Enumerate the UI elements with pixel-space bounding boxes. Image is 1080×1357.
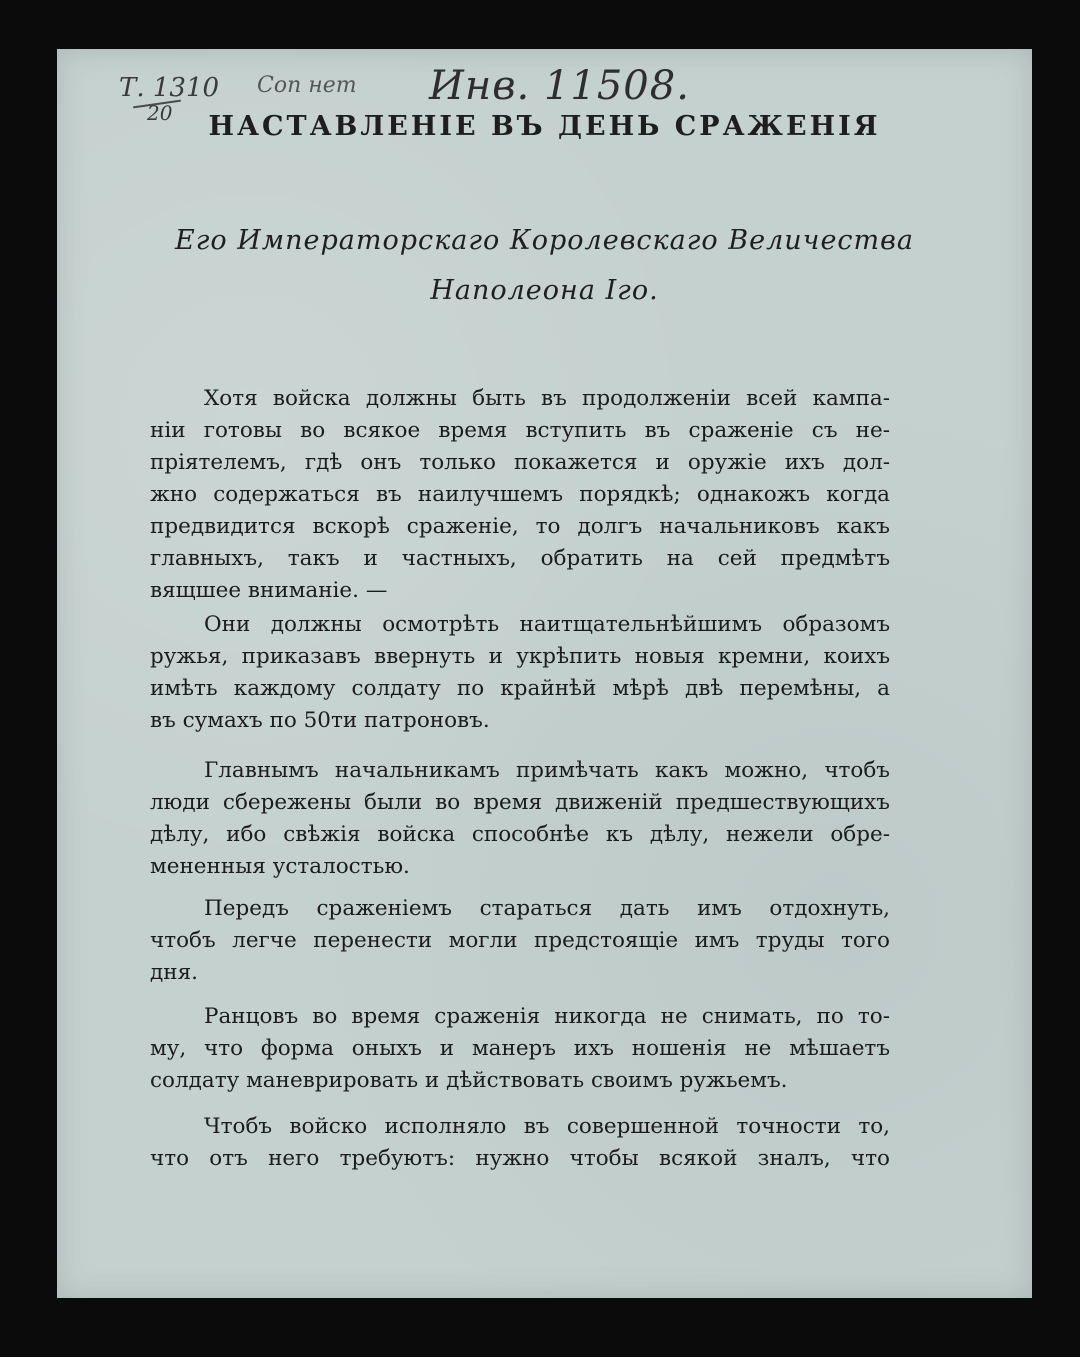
document-title: НАСТАВЛЕНІЕ ВЪ ДЕНЬ СРАЖЕНІЯ xyxy=(208,111,881,142)
handwritten-call-number-sub: 20 xyxy=(147,101,173,125)
text-line: чтобъ легче перенести могли предстоящіе имъ труды того xyxy=(150,928,890,953)
text-line: что отъ него требуютъ: нужно чтобы всякой зналъ, что xyxy=(150,1146,890,1171)
text-line: Главнымъ начальникамъ примѣчать какъ можно, чтобъ xyxy=(204,758,890,783)
text-line: дня. xyxy=(150,960,198,985)
text-line: люди сбережены были во время движеній предшествующихъ xyxy=(150,790,890,815)
paragraph-5 xyxy=(150,1001,890,1097)
text-line: въ сумахъ по 50ти патроновъ. xyxy=(150,708,490,733)
text-line: вящшее вниманіе. — xyxy=(150,578,388,603)
text-line: пріятелемъ, гдѣ онъ только покажется и оружіе ихъ дол- xyxy=(150,450,890,475)
paragraph-1 xyxy=(150,383,890,607)
text-line: му, что форма оныхъ и манеръ ихъ ношенія не мѣшаетъ xyxy=(150,1036,890,1061)
text-line: Передъ сраженіемъ стараться дать имъ отдохнуть, xyxy=(204,896,890,921)
text-line: предвидится вскорѣ сраженіе, то долгъ начальниковъ какъ xyxy=(150,514,890,539)
handwritten-call-number: Т. 1310 xyxy=(119,73,220,103)
document-page xyxy=(57,49,1032,1298)
paragraph-3 xyxy=(150,755,890,883)
text-line: главныхъ, такъ и частныхъ, обратить на сей предмѣтъ xyxy=(150,546,890,571)
text-line: дѣлу, ибо свѣжія войска способнѣе къ дѣлу, нежели обре- xyxy=(150,822,890,847)
subtitle-line-1: Его Императорскаго Королевскаго Величества xyxy=(175,225,914,256)
text-line: ружья, приказавъ ввернуть и укрѣпить новыя кремни, коихъ xyxy=(150,644,890,669)
text-line: мененныя усталостью. xyxy=(150,854,410,879)
text-line: жно содержаться въ наилучшемъ порядкѣ; однакожъ когда xyxy=(150,482,890,507)
text-line: солдату маневрировать и дѣйствовать своимъ ружьемъ. xyxy=(150,1068,788,1093)
subtitle-line-2: Наполеона Iго. xyxy=(430,275,659,306)
paragraph-6 xyxy=(150,1111,890,1175)
handwritten-inventory-number: Инв. 11508. xyxy=(429,63,690,109)
text-line: Хотя войска должны быть въ продолженіи всей кампа- xyxy=(204,386,890,411)
paragraph-4 xyxy=(150,893,890,989)
text-line: Они должны осмотрѣть наитщательнѣйшимъ образомъ xyxy=(204,612,890,637)
text-line: имѣть каждому солдату по крайнѣй мѣрѣ двѣ перемѣны, а xyxy=(150,676,890,701)
text-line: Чтобъ войско исполняло въ совершенной точности то, xyxy=(204,1114,890,1139)
paragraph-2 xyxy=(150,609,890,737)
text-line: Ранцовъ во время сраженія никогда не снимать, по то- xyxy=(204,1004,890,1029)
text-line: ніи готовы во всякое время вступить въ сраженіе съ не- xyxy=(150,418,890,443)
handwritten-note: Соп нет xyxy=(257,73,357,98)
